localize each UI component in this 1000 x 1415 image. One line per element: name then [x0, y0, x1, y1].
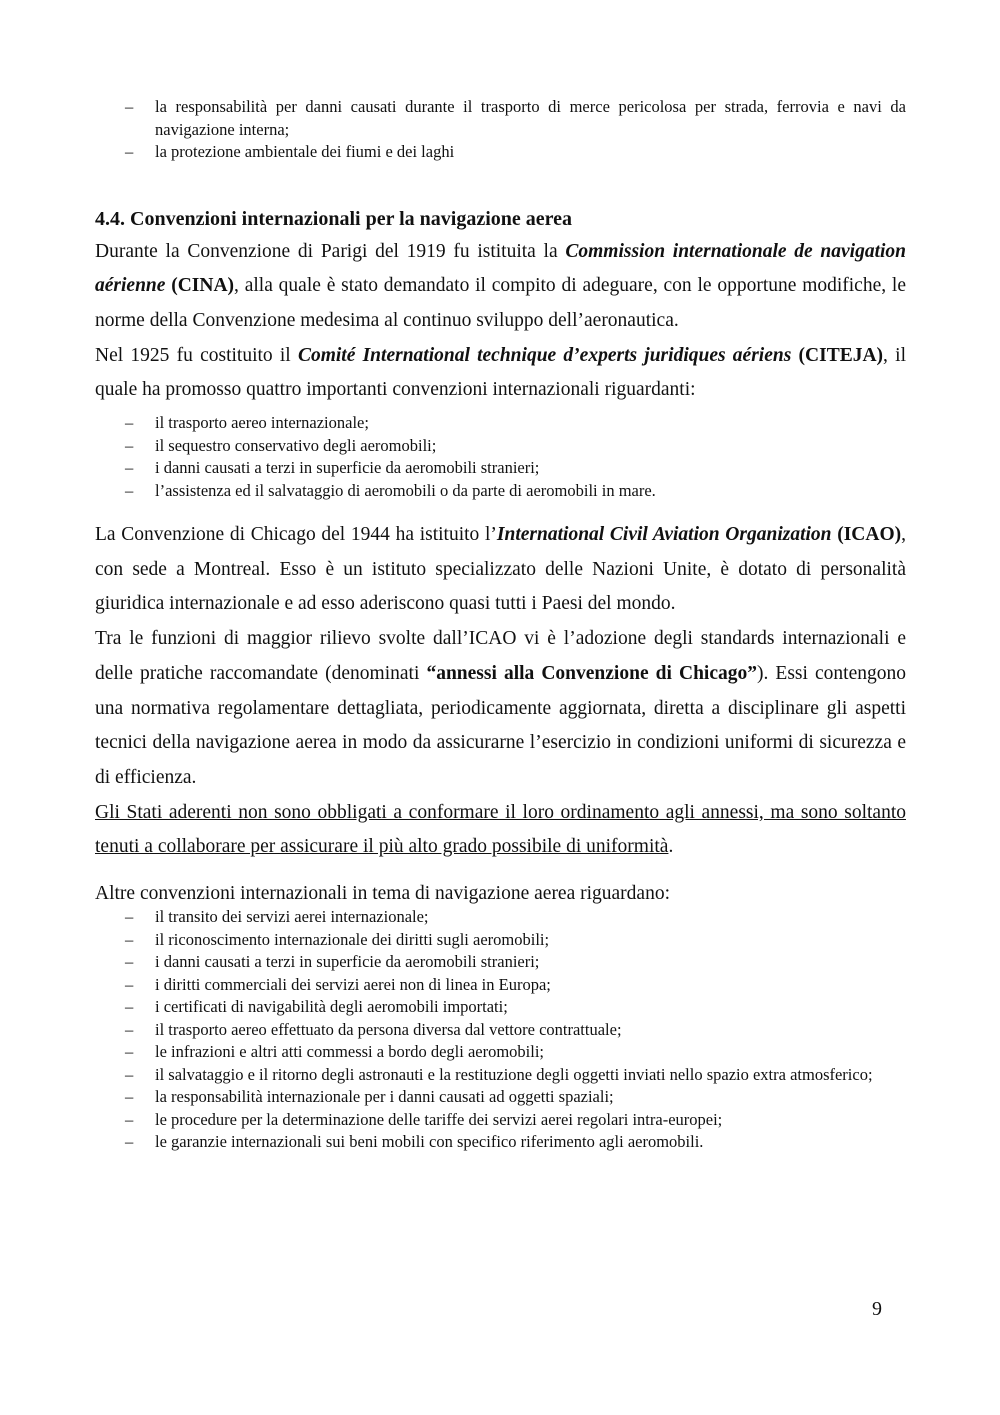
paragraph-citeja	[95, 339, 906, 408]
list-item-text: la protezione ambientale dei fiumi e dei laghi	[155, 142, 455, 161]
list-item	[95, 1131, 906, 1154]
list-item	[95, 1109, 906, 1132]
dash-bullet: –	[125, 1042, 134, 1062]
dash-bullet: –	[125, 1064, 134, 1084]
list-item	[95, 480, 906, 503]
paragraph-icao	[95, 518, 906, 622]
list-item	[95, 435, 906, 458]
list-item	[95, 951, 906, 974]
list-item-text: i danni causati a terzi in superficie da aeromobili stranieri;	[155, 458, 540, 478]
list-item-text: il transito dei servizi aerei internazionale;	[155, 907, 429, 927]
list-item	[95, 141, 906, 164]
page-number: 9	[872, 1298, 882, 1320]
list-item	[95, 1041, 906, 1064]
paragraph-text: ). Essi contengono una normativa regolamentare dettagliata, periodicamente aggiornata, diretta a disciplinare gli aspetti tecnici della navigazione aerea in modo da assicurarne l’esercizio in condizioni uniformi di sicurezza e di efficienza.	[95, 662, 906, 788]
list-item-text: la responsabilità internazionale per i danni causati ad oggetti spaziali;	[155, 1087, 614, 1107]
list-item-text: la responsabilità per danni causati durante il trasporto di merce pericolosa per strada, ferrovia e navi da navigazione interna;	[155, 97, 906, 139]
organization-acronym: (CINA)	[165, 275, 235, 297]
list-item-text: le infrazioni e altri atti commessi a bordo degli aeromobili;	[155, 1042, 545, 1062]
dash-bullet: –	[125, 1109, 134, 1129]
list-item	[95, 457, 906, 480]
list-item-text: il salvataggio e il ritorno degli astronauti e la restituzione degli oggetti inviati nello spazio extra atmosferico;	[155, 1064, 873, 1084]
dash-bullet: –	[125, 974, 134, 994]
list-item-text: il sequestro conservativo degli aeromobili;	[155, 435, 437, 455]
organization-acronym: (CITEJA)	[791, 344, 884, 366]
list-item-text: il riconoscimento internazionale dei diritti sugli aeromobili;	[155, 929, 550, 949]
organization-name: Commission internationale de navigation aérienne	[95, 240, 906, 297]
other-conventions-list	[95, 906, 906, 1154]
paragraph-text: , con sede a Montreal. Esso è un istituto specializzato delle Nazioni Unite, è dotato di personalità giuridica internazionale e ad esso aderiscono quasi tutti i Paesi del mondo.	[95, 524, 906, 615]
dash-bullet: –	[125, 480, 134, 500]
paragraph-text: Tra le funzioni di maggior rilievo svolte dall’ICAO vi è l’adozione degli standards internazionali e delle pratiche raccomandate (denominati	[95, 628, 906, 684]
paragraph-text: .	[668, 836, 674, 858]
organization-name: Comité International technique d’experts juridiques aériens	[297, 344, 792, 366]
dash-bullet: –	[125, 142, 134, 161]
dash-bullet: –	[125, 1087, 134, 1107]
paragraph-annexes	[95, 622, 906, 796]
paragraph-text: Nel 1925 fu costituito il	[95, 344, 298, 366]
list-item	[95, 1019, 906, 1042]
list-item	[95, 1064, 906, 1087]
list-item	[95, 974, 906, 997]
list-item	[95, 96, 906, 141]
list-item-text: l’assistenza ed il salvataggio di aeromobili o da parte di aeromobili in mare.	[155, 480, 656, 500]
top-list	[95, 96, 906, 164]
paragraph-text: , il quale ha promosso quattro importanti convenzioni internazionali riguardanti:	[95, 344, 906, 401]
dash-bullet: –	[125, 435, 134, 455]
list-item-text: il trasporto aereo effettuato da persona diversa dal vettore contrattuale;	[155, 1019, 622, 1039]
dash-bullet: –	[125, 97, 134, 116]
paragraph-text: La Convenzione di Chicago del 1944 ha istituito l’	[95, 524, 497, 546]
page-content	[95, 96, 906, 1154]
dash-bullet: –	[125, 907, 134, 927]
section-title: 4.4. Convenzioni internazionali per la navigazione aerea	[95, 207, 573, 230]
list-item-text: le garanzie internazionali sui beni mobili con specifico riferimento agli aeromobili.	[155, 1132, 704, 1152]
list-item-text: le procedure per la determinazione delle tariffe dei servizi aerei regolari intra-europei;	[155, 1109, 723, 1129]
other-conventions-intro: Altre convenzioni internazionali in tema di navigazione aerea riguardano:	[95, 883, 671, 905]
dash-bullet: –	[125, 458, 134, 478]
underlined-text: Gli Stati aderenti non sono obbligati a conformare il loro ordinamento agli annessi, ma sono soltanto tenuti a collaborare per assicurare il più alto grado possibile di uniformità	[95, 801, 906, 858]
list-item	[95, 1086, 906, 1109]
list-item-text: il trasporto aereo internazionale;	[155, 413, 369, 433]
dash-bullet: –	[125, 952, 134, 972]
list-item	[95, 412, 906, 435]
dash-bullet: –	[125, 929, 134, 949]
list-item-text: i certificati di navigabilità degli aeromobili importati;	[155, 997, 508, 1017]
paragraph-text: Durante la Convenzione di Parigi del 1919 fu istituita la	[95, 240, 566, 262]
list-item-text: i diritti commerciali dei servizi aerei non di linea in Europa;	[155, 974, 551, 994]
annexes-term: “annessi alla Convenzione di Chicago”	[426, 662, 757, 684]
list-item	[95, 996, 906, 1019]
citeja-list	[95, 412, 906, 502]
organization-acronym: (ICAO)	[831, 524, 902, 546]
dash-bullet: –	[125, 1019, 134, 1039]
list-item	[95, 929, 906, 952]
organization-name: International Civil Aviation Organization	[496, 524, 832, 546]
paragraph-states	[95, 796, 906, 865]
dash-bullet: –	[125, 413, 134, 433]
paragraph-text: , alla quale è stato demandato il compito di adeguare, con le opportune modifiche, le norme della Convenzione medesima al continuo sviluppo dell’aeronautica.	[95, 275, 906, 331]
paragraph-cina	[95, 235, 906, 339]
list-item	[95, 906, 906, 929]
list-item-text: i danni causati a terzi in superficie da aeromobili stranieri;	[155, 952, 540, 972]
dash-bullet: –	[125, 997, 134, 1017]
dash-bullet: –	[125, 1132, 134, 1152]
